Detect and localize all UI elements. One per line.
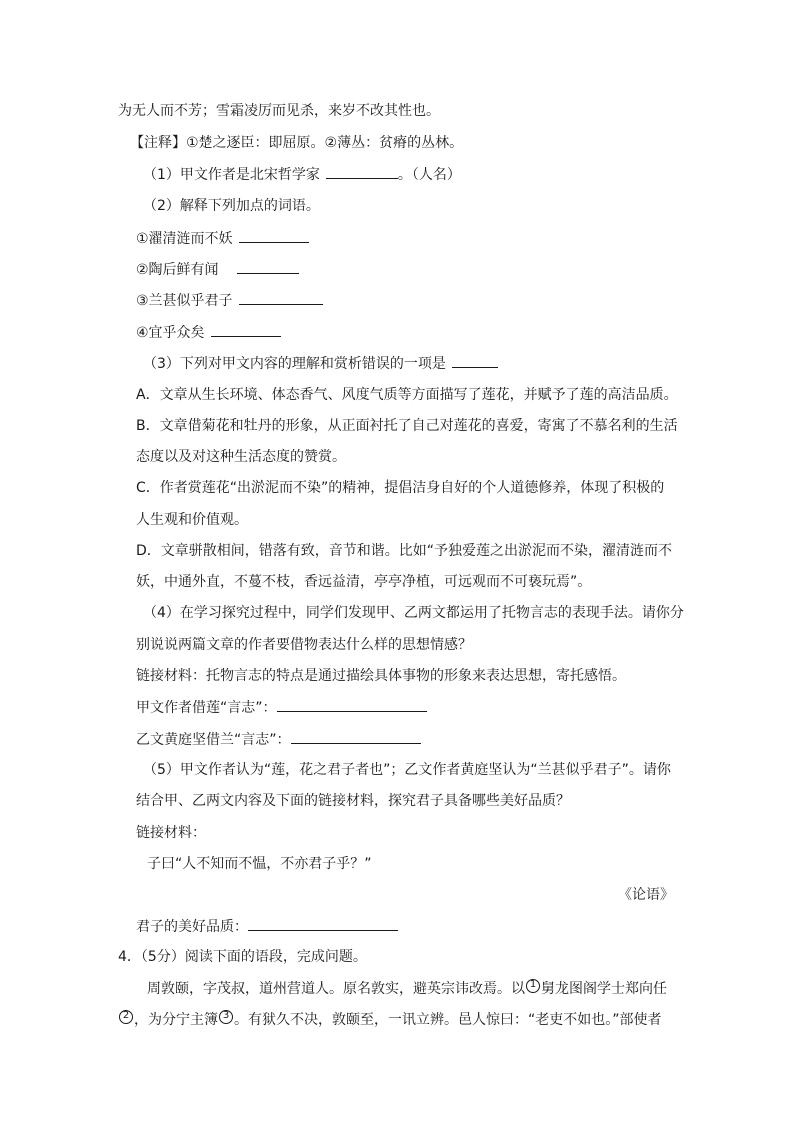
question-1 bbox=[143, 164, 461, 185]
passage-text: 。有狱久不决，敦颐至，一讯立辨。邑人惊曰：“老吏不如也。”部使者 bbox=[234, 1012, 662, 1028]
option-d: D．文章骈散相间，错落有致，音节和谐。比如“予独爱莲之出淤泥而不染，濯清涟而不 bbox=[136, 543, 673, 559]
question-1-suffix: 。（人名） bbox=[397, 167, 461, 183]
answer-blank[interactable] bbox=[452, 353, 498, 368]
answer-label: 君子的美好品质： bbox=[136, 919, 248, 935]
note-marker: 2 bbox=[119, 1010, 133, 1024]
answer-blank[interactable] bbox=[291, 729, 421, 744]
question-5: （5）甲文作者认为“莲，花之君子者也”；乙文作者黄庭坚认为“兰甚似乎君子”。请你 bbox=[143, 762, 671, 778]
question-1-text: （1）甲文作者是北宋哲学家 bbox=[143, 167, 320, 183]
question-5-cont: 结合甲、乙两文内容及下面的链接材料，探究君子具备哪些美好品质？ bbox=[136, 793, 570, 809]
question-3-text: （3）下列对甲文内容的理解和赏析错误的一项是 bbox=[143, 356, 446, 372]
quote-text: 子曰“人不知而不愠，不亦君子乎？” bbox=[147, 856, 372, 872]
question-4: （4）在学习探究过程中，同学们发现甲、乙两文都运用了托物言志的表现手法。请你分 bbox=[143, 605, 684, 621]
answer-blank[interactable] bbox=[248, 916, 398, 931]
word-item-4 bbox=[136, 322, 281, 343]
quote-source: 《论语》 bbox=[618, 887, 674, 903]
answer-blank[interactable] bbox=[239, 228, 309, 243]
answer-blank[interactable] bbox=[211, 322, 281, 337]
note-marker: 3 bbox=[219, 1010, 233, 1024]
option-b-cont: 态度以及对这种生活态度的赞赏。 bbox=[136, 449, 346, 465]
link-material-label: 链接材料： bbox=[136, 825, 206, 841]
answer-label: 乙文黄庭坚借兰“言志”： bbox=[136, 732, 291, 748]
answer-blank[interactable] bbox=[326, 164, 398, 179]
answer-line-2 bbox=[136, 729, 421, 750]
link-material: 链接材料：托物言志的特点是通过描绘具体事物的形象来表达思想，寄托感悟。 bbox=[136, 668, 626, 684]
passage-line-2 bbox=[118, 1010, 662, 1030]
answer-label: 甲文作者借莲“言志”： bbox=[136, 700, 277, 716]
answer-blank[interactable] bbox=[277, 697, 427, 712]
answer-blank[interactable] bbox=[237, 259, 299, 274]
question-4-heading: 4．（5分）阅读下面的语段，完成问题。 bbox=[118, 949, 367, 965]
option-c: C．作者赏莲花“出淤泥而不染”的精神，提倡洁身自好的个人道德修养，体现了积极的 bbox=[136, 480, 665, 496]
passage-text: ，为分宁主簿 bbox=[134, 1012, 218, 1028]
passage-text: 舅龙图阁学士郑向任 bbox=[541, 981, 667, 997]
passage-line-1 bbox=[147, 979, 667, 999]
question-2: （2）解释下列加点的词语。 bbox=[143, 198, 320, 214]
option-c-cont: 人生观和价值观。 bbox=[136, 512, 248, 528]
option-d-cont: 妖，中通外直，不蔓不枝，香远益清，亭亭净植，可远观而不可亵玩焉”。 bbox=[136, 574, 592, 590]
word-item-label: ①濯清涟而不妖 bbox=[136, 231, 233, 247]
question-3 bbox=[143, 353, 498, 374]
option-a: A．文章从生长环境、体态香气、风度气质等方面描写了莲花，并赋予了莲的高洁品质。 bbox=[136, 387, 678, 403]
word-item-label: ③兰甚似乎君子 bbox=[136, 293, 233, 309]
word-item-label: ④宜乎众矣 bbox=[136, 325, 205, 341]
note-marker: 1 bbox=[526, 979, 540, 993]
answer-blank[interactable] bbox=[239, 290, 323, 305]
text-line: 为无人而不芳；雪霜凌厉而见杀，来岁不改其性也。 bbox=[118, 103, 440, 119]
annotation-line: 【注释】①楚之逐臣：即屈原。②薄丛：贫瘠的丛林。 bbox=[130, 135, 464, 151]
word-item-1 bbox=[136, 228, 309, 249]
word-item-2 bbox=[136, 259, 299, 280]
question-4-cont: 别说说两篇文章的作者要借物表达什么样的思想情感？ bbox=[136, 637, 472, 653]
passage-text: 周敦颐，字茂叔，道州营道人。原名敦实，避英宗讳改焉。以 bbox=[147, 981, 525, 997]
word-item-label: ②陶后鲜有闻 bbox=[136, 262, 219, 278]
answer-line-1 bbox=[136, 697, 427, 718]
word-item-3 bbox=[136, 290, 323, 311]
option-b: B．文章借菊花和牡丹的形象，从正面衬托了自己对莲花的喜爱，寄寓了不慕名利的生活 bbox=[136, 418, 678, 434]
answer-line-3 bbox=[136, 916, 398, 937]
